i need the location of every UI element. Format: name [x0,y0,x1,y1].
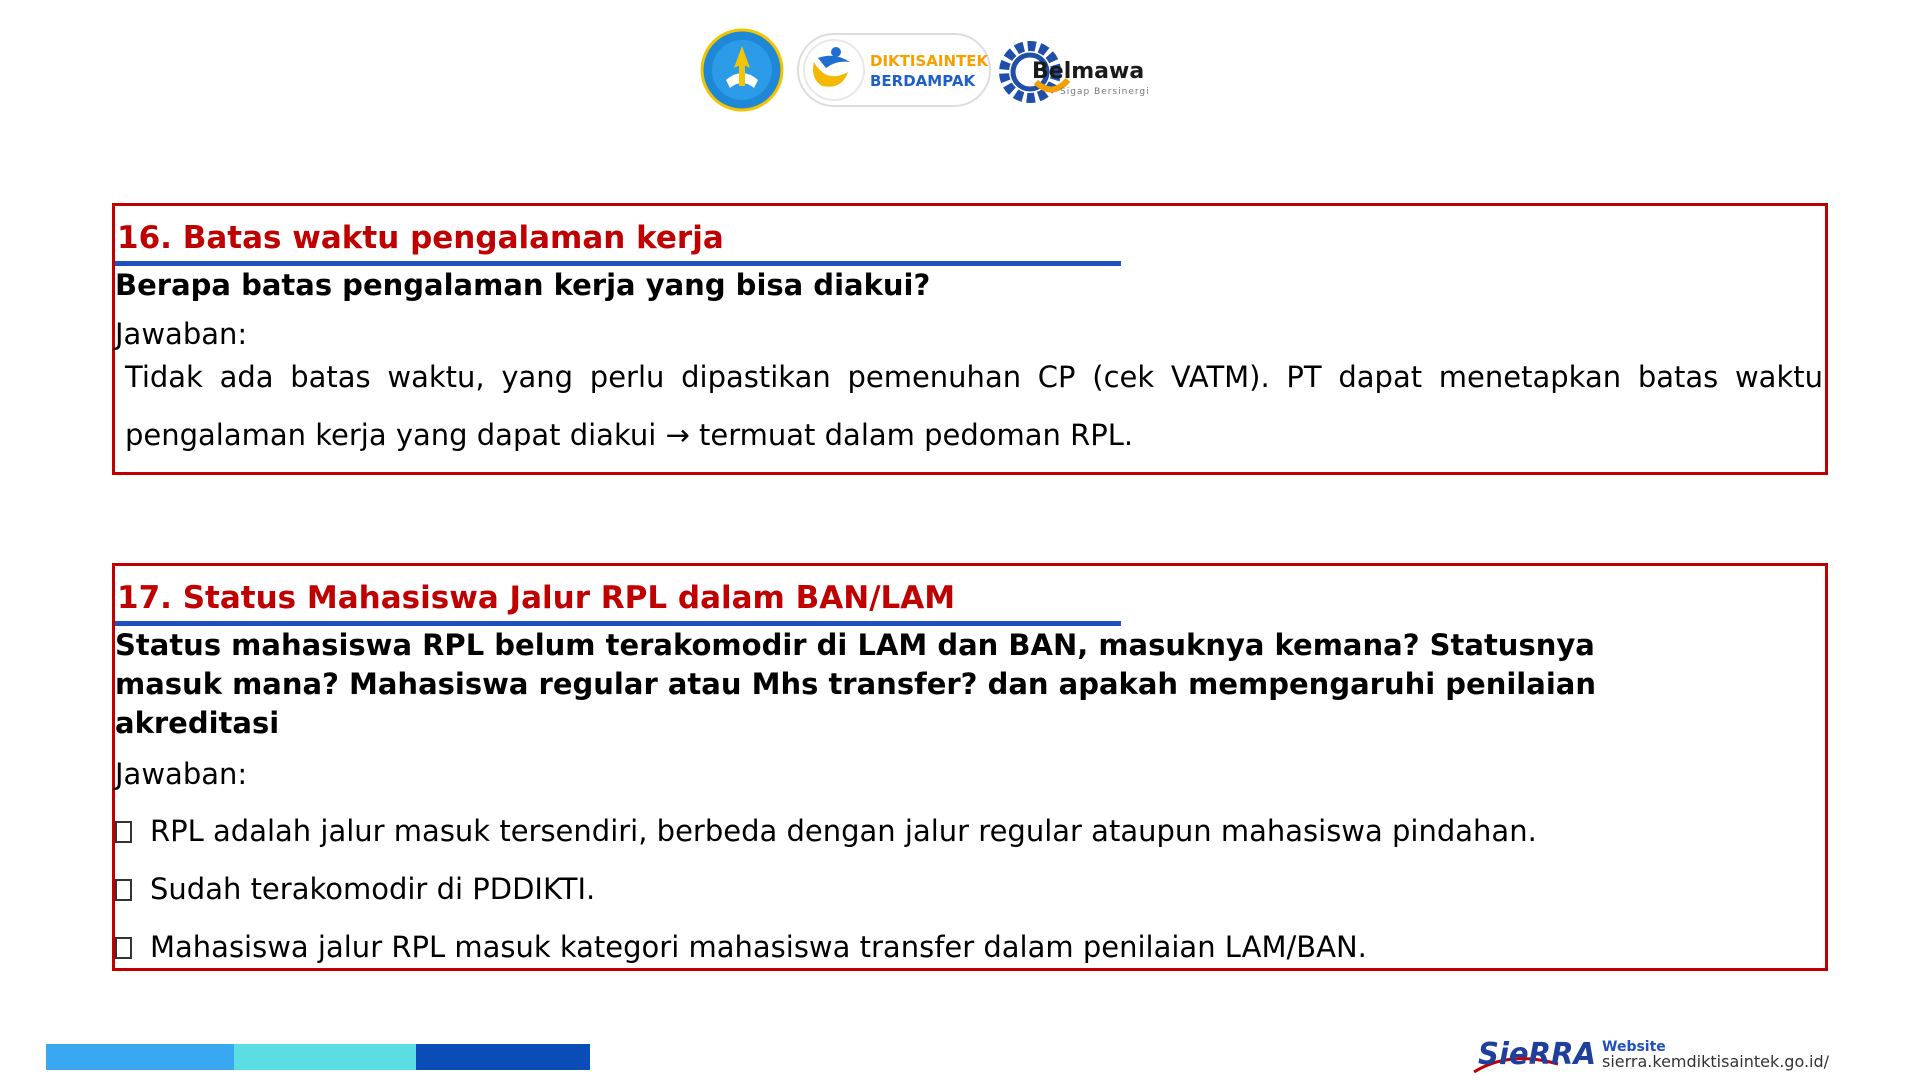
section-17-bullet [115,813,1537,849]
footer-bar-dark-blue [416,1044,590,1070]
section-17-answer-label: Jawaban: [115,757,248,791]
section-17-question-line: masuk mana? Mahasiswa regular atau Mhs transfer? dan apakah mempengaruhi penilaian [115,667,1596,701]
sierra-logo [1470,1030,1600,1080]
qa-box-17 [112,563,1828,971]
section-17-title: 17. Status Mahasiswa Jalur RPL dalam BAN/LAM [117,580,956,616]
diktisaintek-line2: BERDAMPAK [870,72,976,90]
checkbox-bullet-icon [115,879,132,901]
belmawa-tagline: Sigap Bersinergi [1060,87,1150,97]
section-17-bullet-text: Sudah terakomodir di PDDIKTI. [150,872,596,906]
belmawa-logo [996,34,1166,110]
diktisaintek-berdampak-logo [796,32,992,108]
kemdikbud-logo-icon [700,28,784,112]
section-16-answer: Tidak ada batas waktu, yang perlu dipastikan pemenuhan CP (cek VATM). PT dapat menetapkan batas waktu pengalaman kerja yang dapat diakui → termuat dalam pedoman RPL. [125,360,1823,452]
section-16-question: Berapa batas pengalaman kerja yang bisa diakui? [115,268,931,302]
footer-bar-cyan [234,1044,416,1070]
checkbox-bullet-icon [115,937,132,959]
section-16-answer-label: Jawaban: [115,317,248,351]
section-17-question-line: Status mahasiswa RPL belum terakomodir di LAM dan BAN, masuknya kemana? Statusnya [115,628,1595,662]
qa-box-16 [112,203,1828,475]
checkbox-bullet-icon [115,821,132,843]
belmawa-wordmark: Belmawa [1032,59,1145,84]
diktisaintek-line1: DIKTISAINTEK [870,52,989,70]
section-17-bullet [115,929,1367,965]
website-label: Website [1602,1039,1666,1055]
footer-bar-light-blue [46,1044,234,1070]
section-16-title: 16. Batas waktu pengalaman kerja [117,220,724,256]
sierra-logo-text: SieRRA [1478,1037,1596,1072]
section-17-bullet [115,871,595,907]
section-17-question-line: akreditasi [115,706,280,740]
section-17-bullet-text: Mahasiswa jalur RPL masuk kategori mahasiswa transfer dalam penilaian LAM/BAN. [150,930,1367,964]
section-17-bullet-text: RPL adalah jalur masuk tersendiri, berbeda dengan jalur regular ataupun mahasiswa pindahan. [150,814,1537,848]
website-url-link[interactable]: sierra.kemdiktisaintek.go.id/ [1602,1052,1830,1071]
section-17-question [115,626,1596,743]
